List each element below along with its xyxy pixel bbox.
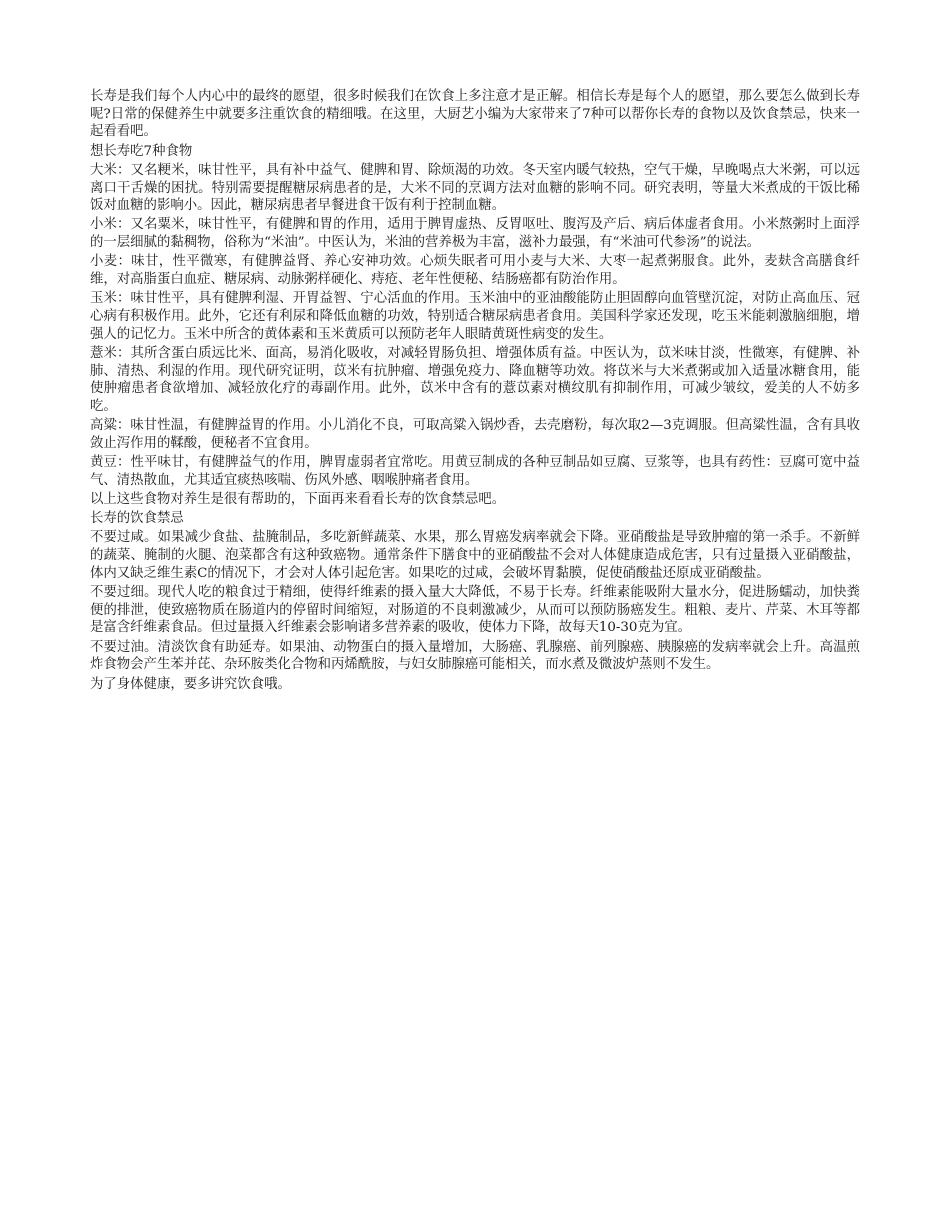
paragraph-coix-seed: 薏米：其所含蛋白质远比米、面高，易消化吸收，对减轻胃肠负担、增强体质有益。中医认为，苡米味甘淡，性微寒，有健脾、补肺、清热、利湿的作用。现代研究证明，苡米有抗肿瘤、增强免疫力、降血糖等功效。将苡米与大米煮粥或加入适量冰糖食用，能使肿瘤患者食欲增加、减轻放化疗的毒副作用。此外，苡米中含有的薏苡素对横纹肌有抑制作用，可减少皱纹，爱美的人不妨多吃。 <box>90 345 860 414</box>
paragraph-not-too-oily: 不要过油。清淡饮食有助延寿。如果油、动物蛋白的摄入量增加，大肠癌、乳腺癌、前列腺癌、胰腺癌的发病率就会上升。高温煎炸食物会产生苯并芘、杂环胺类化合物和丙烯酰胺，与妇女肺腺癌可能相关，而水煮及微波炉蒸则不发生。 <box>90 639 860 673</box>
transition-paragraph: 以上这些食物对养生是很有帮助的，下面再来看看长寿的饮食禁忌吧。 <box>90 491 506 507</box>
paragraph-rice: 大米：又名粳米，味甘性平，具有补中益气、健脾和胃、除烦渴的功效。冬天室内暖气较热，空气干燥，早晚喝点大米粥，可以远离口干舌燥的困扰。特别需要提醒糖尿病患者的是，大米不同的烹调方法对血糖的影响不同。研究表明，等量大米煮成的干饭比稀饭对血糖的影响小。因此，糖尿病患者早餐进食干饭有利于控制血糖。 <box>90 162 860 214</box>
section-heading-foods: 想长寿吃7种食物 <box>90 143 193 159</box>
paragraph-corn: 玉米：味甘性平，具有健脾利湿、开胃益智、宁心活血的作用。玉米油中的亚油酸能防止胆固醇向血管壁沉淀，对防止高血压、冠心病有积极作用。此外，它还有利尿和降低血糖的功效，特别适合糖尿病患者食用。美国科学家还发现，吃玉米能刺激脑细胞，增强人的记忆力。玉米中所含的黄体素和玉米黄质可以预防老年人眼睛黄斑性病变的发生。 <box>90 291 860 342</box>
section-heading-taboos: 长寿的饮食禁忌 <box>90 511 184 527</box>
paragraph-soybean: 黄豆：性平味甘，有健脾益气的作用，脾胃虚弱者宜常吃。用黄豆制成的各种豆制品如豆腐、豆浆等，也具有药性：豆腐可宽中益气、清热散血，尤其适宜痰热咳喘、伤风外感、咽喉肿痛者食用。 <box>90 455 860 488</box>
paragraph-not-too-fine: 不要过细。现代人吃的粮食过于精细，使得纤维素的摄入量大大降低，不易于长寿。纤维素能吸附大量水分，促进肠蠕动，加快粪便的排泄，使致癌物质在肠道内的停留时间缩短，对肠道的不良刺激减少，从而可以预防肠癌发生。粗粮、麦片、芹菜、木耳等都是富含纤维素食品。但过量摄入纤维素会影响诸多营养素的吸收，使体力下降，故每天10-30克为宜。 <box>90 584 860 636</box>
article-body <box>90 88 860 695</box>
paragraph-millet: 小米：又名粟米，味甘性平，有健脾和胃的作用，适用于脾胃虚热、反胃呕吐、腹泻及产后、病后体虚者食用。小米熬粥时上面浮的一层细腻的黏稠物，俗称为“米油”。中医认为，米油的营养极为丰富，滋补力最强，有“米油可代参汤”的说法。 <box>90 217 860 251</box>
paragraph-not-too-salty: 不要过咸。如果减少食盐、盐腌制品，多吃新鲜蔬菜、水果，那么胃癌发病率就会下降。亚硝酸盐是导致肿瘤的第一杀手。不新鲜的蔬菜、腌制的火腿、泡菜都含有这种致癌物。通常条件下膳食中的亚硝酸盐不会对人体健康造成危害，只有过量摄入亚硝酸盐，体内又缺乏维生素C的情况下，才会对人体引起危害。如果吃的过咸，会破坏胃黏膜，促使硝酸盐还原成亚硝酸盐。 <box>90 530 860 581</box>
paragraph-wheat: 小麦：味甘，性平微寒，有健脾益肾、养心安神功效。心烦失眠者可用小麦与大米、大枣一起煮粥服食。此外，麦麸含高膳食纤维，对高脂蛋白血症、糖尿病、动脉粥样硬化、痔疮、老年性便秘、结肠癌都有防治作用。 <box>90 254 860 288</box>
paragraph-sorghum: 高粱：味甘性温，有健脾益胃的作用。小儿消化不良，可取高粱入锅炒香，去壳磨粉，每次取2—3克调服。但高粱性温，含有具收敛止泻作用的鞣酸，便秘者不宜食用。 <box>90 418 860 451</box>
intro-paragraph: 长寿是我们每个人内心中的最终的愿望，很多时候我们在饮食上多注意才是正解。相信长寿是每个人的愿望，那么要怎么做到长寿呢?日常的保健养生中就要多注重饮食的精细哦。在这里，大厨艺小编为大家带来了7种可以帮你长寿的食物以及饮食禁忌，快来一起看看吧。 <box>90 89 860 140</box>
closing-paragraph: 为了身体健康，要多讲究饮食哦。 <box>90 676 291 692</box>
